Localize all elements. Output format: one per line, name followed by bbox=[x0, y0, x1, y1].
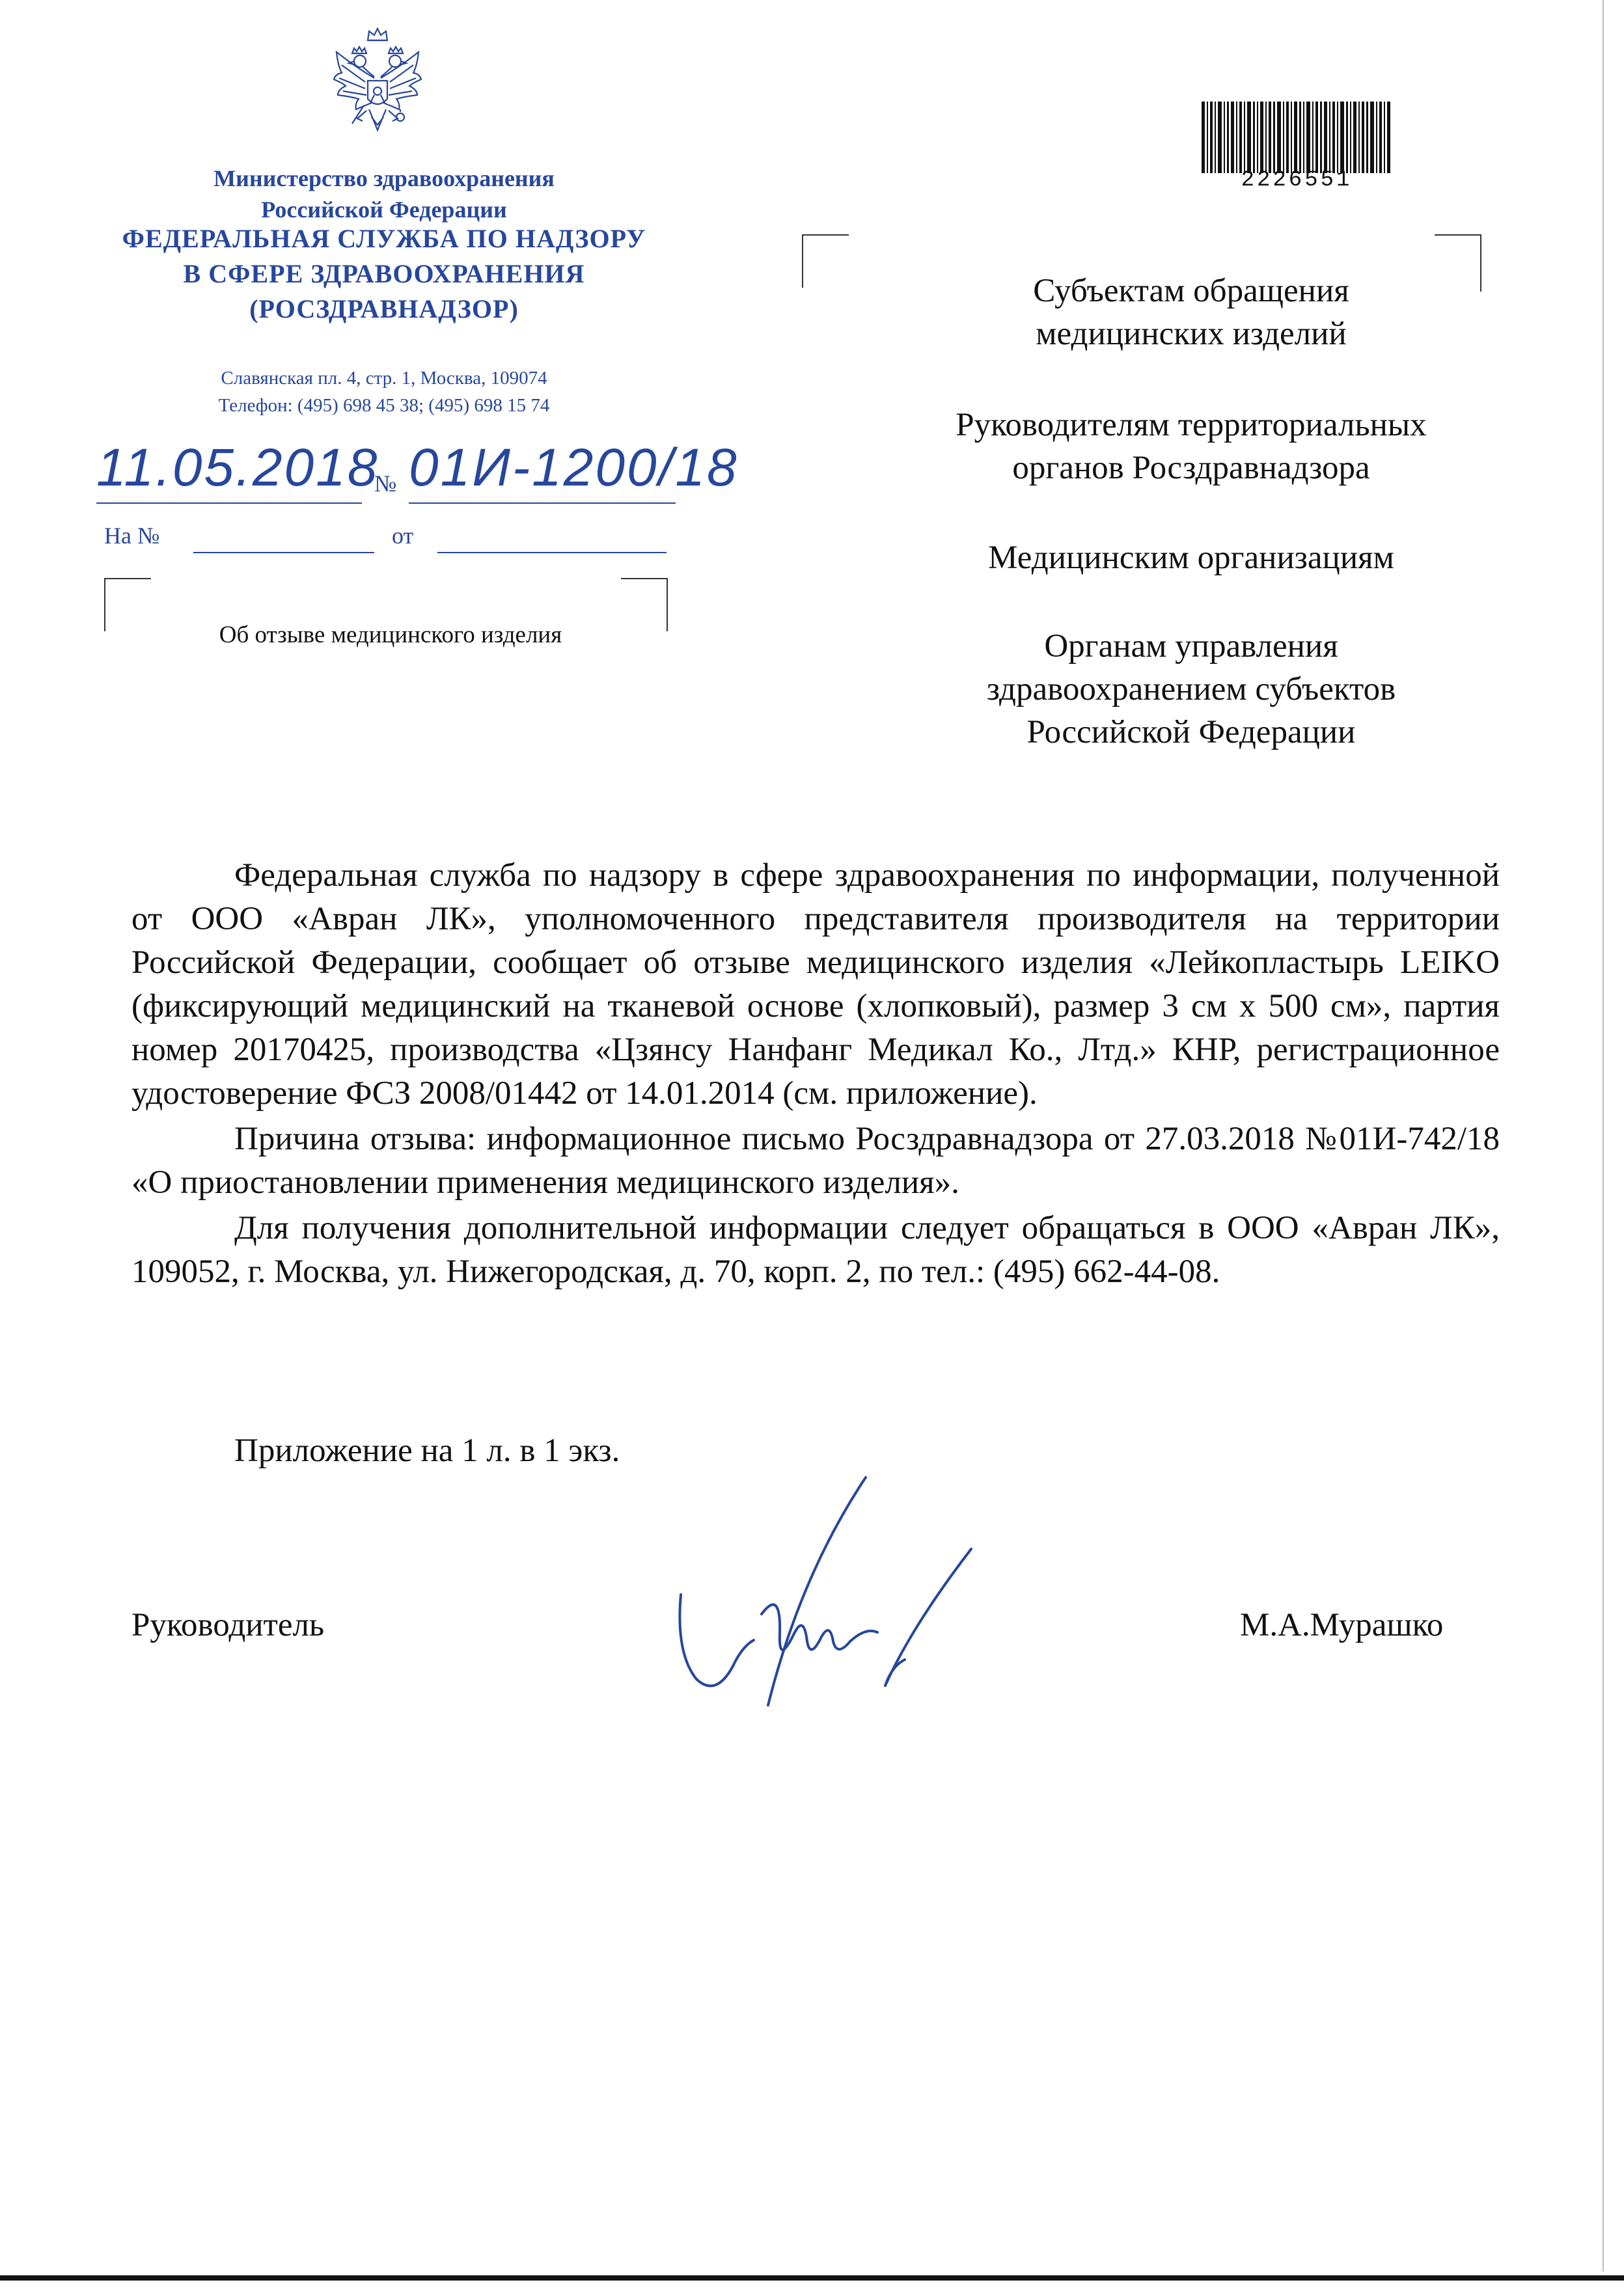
addressee-4-line-3: Российской Федерации bbox=[1026, 714, 1356, 750]
addressee-3-line-1: Медицинским организациям bbox=[988, 540, 1394, 576]
phone-line: Телефон: (495) 698 45 38; (495) 698 15 74 bbox=[218, 395, 550, 416]
signer-name: М.А.Мурашко bbox=[1240, 1607, 1444, 1643]
service-line-2: В СФЕРЕ ЗДРАВООХРАНЕНИЯ bbox=[183, 259, 585, 288]
barcode-number: 2226551 bbox=[1241, 168, 1353, 193]
addressee-1-line-1: Субъектам обращения bbox=[1033, 273, 1349, 309]
addressee-2 bbox=[846, 404, 1536, 489]
body-paragraph-2: Причина отзыва: информационное письмо Росздравнадзора от 27.03.2018 №01И-742/18 «О приостановлении применения медицинского изделия». bbox=[131, 1121, 1500, 1201]
letter-subject: Об отзыве медицинского изделия bbox=[219, 622, 562, 648]
scan-bottom-border bbox=[0, 2275, 1624, 2281]
handwritten-number: 01И-1200/18 bbox=[409, 438, 739, 497]
reference-date-label: от bbox=[392, 523, 414, 549]
letter-body bbox=[131, 854, 1500, 1294]
state-emblem-icon bbox=[329, 26, 426, 156]
addressee-4-line-2: здравоохранением субъектов bbox=[986, 671, 1396, 707]
body-paragraph-1: Федеральная служба по надзору в сфере здравоохранения по информации, полученной от ООО «Авран ЛК», уполномоченного представителя производителя на территории Российской Федерации, сообщает об отзыве медицинского изделия «Лейкопластырь LEIKO (фиксирующий медицинский на тканевой основе (хлопковый), размер 3 см х 500 см», партия номер 20170425, производства «Цзянсу Нанфанг Медикал Ко., Лтд.» КНР, регистрационное удостоверение ФСЗ 2008/01442 от 14.01.2014 (см. приложение). bbox=[131, 857, 1500, 1112]
ministry-line-2: Российской Федерации bbox=[261, 197, 507, 223]
reference-date-line bbox=[437, 552, 667, 553]
handwritten-signature bbox=[670, 1471, 1009, 1718]
service-line-1: ФЕДЕРАЛЬНАЯ СЛУЖБА ПО НАДЗОРУ bbox=[122, 224, 646, 253]
addressee-bracket-left bbox=[802, 234, 849, 288]
addressee-1-line-2: медицинских изделий bbox=[1036, 316, 1347, 352]
number-underline bbox=[409, 502, 676, 504]
reference-number-line bbox=[193, 552, 374, 553]
addressee-3 bbox=[846, 536, 1536, 579]
addressee-2-line-1: Руководителям территориальных bbox=[956, 407, 1427, 443]
address-line: Славянская пл. 4, стр. 1, Москва, 109074 bbox=[221, 368, 547, 389]
number-sign: № bbox=[374, 471, 397, 497]
handwritten-date: 11.05.2018 bbox=[96, 438, 379, 497]
reference-number-label: На № bbox=[104, 523, 160, 549]
addressee-4 bbox=[846, 625, 1536, 754]
addressee-4-line-1: Органам управления bbox=[1044, 628, 1338, 665]
date-underline bbox=[96, 502, 362, 504]
attachment-note: Приложение на 1 л. в 1 экз. bbox=[234, 1432, 620, 1469]
ministry-line-1: Министерство здравоохранения bbox=[213, 165, 555, 191]
addressee-2-line-2: органов Росздравнадзора bbox=[1012, 450, 1370, 486]
page-edge bbox=[1603, 0, 1604, 2271]
service-name bbox=[78, 221, 690, 327]
service-address bbox=[98, 364, 670, 419]
addressee-1 bbox=[846, 269, 1536, 355]
service-line-3: (РОСЗДРАВНАДЗОР) bbox=[249, 294, 519, 323]
signer-role: Руководитель bbox=[131, 1607, 325, 1643]
ministry-name bbox=[98, 163, 670, 225]
body-paragraph-3: Для получения дополнительной информации следует обращаться в ООО «Авран ЛК», 109052, г. Москва, ул. Нижегородская, д. 70, корп. 2, по тел.: (495) 662-44-08. bbox=[131, 1210, 1500, 1290]
